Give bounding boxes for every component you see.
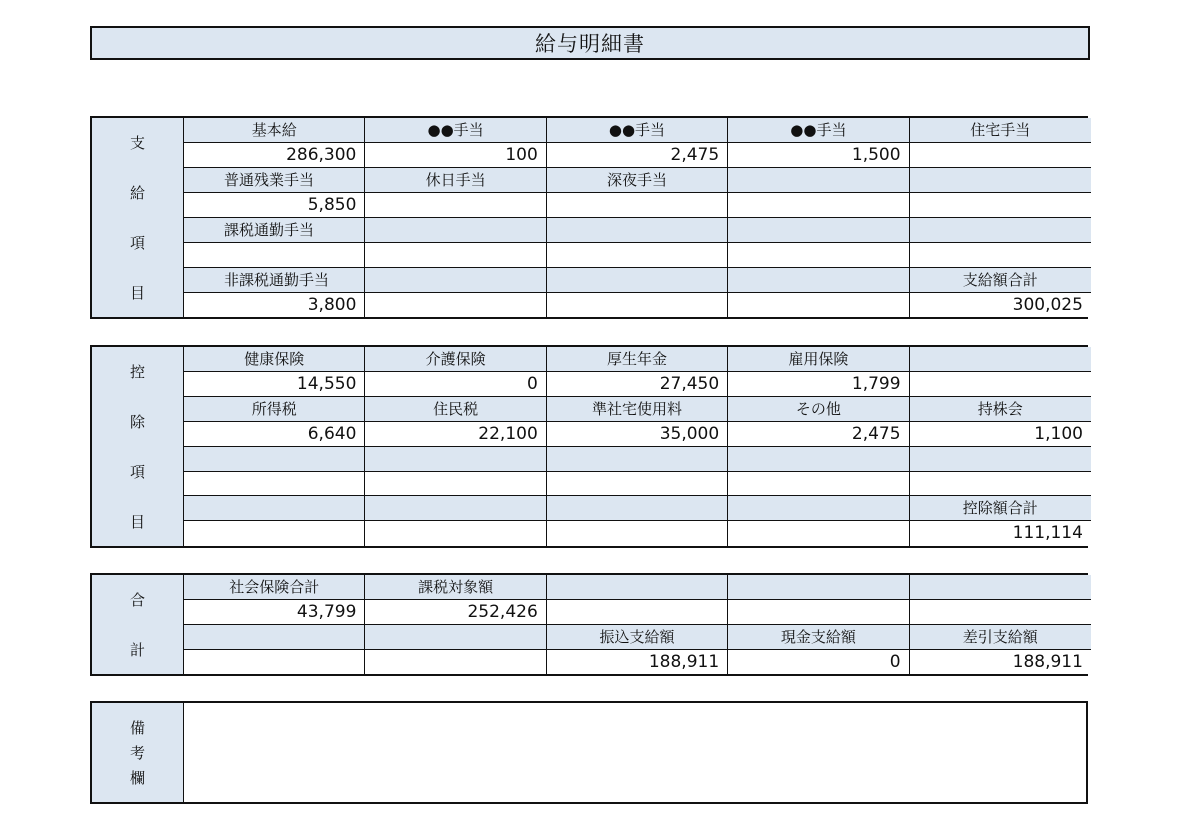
deduction-label-char: 目	[129, 512, 145, 531]
amount-cell[interactable]	[547, 521, 728, 546]
amount-cell[interactable]: 35,000	[547, 422, 728, 446]
item-label-cell: 持株会	[977, 400, 1023, 418]
amount-cell[interactable]	[547, 193, 728, 217]
payment-section	[90, 116, 1088, 319]
amount-cell[interactable]: 252,426	[365, 600, 546, 624]
amount-cell[interactable]: 1,500	[728, 143, 909, 167]
remarks-section	[90, 701, 1088, 804]
payment-header-row	[184, 168, 1091, 193]
amount-cell[interactable]: 27,450	[547, 372, 728, 396]
amount-cell[interactable]: 43,799	[184, 600, 365, 624]
amount-cell[interactable]	[365, 650, 546, 674]
amount-cell[interactable]	[728, 243, 909, 267]
amount-cell[interactable]	[910, 143, 1091, 167]
remarks-section-label	[92, 703, 184, 802]
item-label-cell	[728, 496, 909, 520]
totals-grid	[184, 575, 1091, 674]
item-label-cell: 支給額合計	[962, 270, 1038, 289]
amount-cell[interactable]: 100	[365, 143, 546, 167]
amount-cell[interactable]	[910, 372, 1091, 396]
payment-grid	[184, 118, 1091, 317]
amount-cell[interactable]: 1,100	[1034, 424, 1083, 444]
item-label-cell: 休日手当	[365, 168, 546, 192]
item-label-cell: ●●手当	[728, 118, 909, 142]
deduction-header-row	[184, 397, 1091, 422]
item-label-cell: 介護保険	[365, 347, 546, 371]
amount-cell[interactable]: 14,550	[184, 372, 365, 396]
item-label-cell	[365, 496, 546, 520]
deduction-header-row	[184, 447, 1091, 472]
amount-cell[interactable]	[365, 521, 546, 546]
amount-cell[interactable]	[910, 600, 1091, 624]
payment-header-row	[184, 118, 1091, 143]
item-label-cell	[728, 575, 909, 599]
totals-header-row	[184, 625, 1091, 650]
deduction-value-row	[184, 472, 1091, 497]
amount-cell[interactable]: 188,911	[547, 650, 728, 674]
deduction-header-row	[184, 496, 1091, 521]
item-label-cell: 基本給	[184, 118, 365, 142]
item-label-cell: 振込支給額	[547, 625, 728, 649]
item-label-cell: 課税対象額	[365, 575, 546, 599]
payment-header-row	[184, 268, 1091, 293]
deduction-value-row	[184, 521, 1091, 546]
amount-cell[interactable]	[728, 472, 909, 496]
item-label-cell: 深夜手当	[547, 168, 728, 192]
remarks-label-char: 考	[129, 744, 145, 762]
item-label-cell	[910, 218, 1091, 242]
item-label-cell	[365, 268, 546, 292]
item-label-cell: 社会保険合計	[184, 575, 365, 599]
deduction-section-label	[92, 347, 184, 546]
deduction-grid	[184, 347, 1091, 546]
amount-cell[interactable]: 286,300	[184, 143, 365, 167]
payment-section-label	[92, 118, 184, 317]
totals-label-char: 計	[129, 640, 145, 659]
document-title: 給与明細書	[90, 26, 1090, 60]
amount-cell[interactable]: 1,799	[728, 372, 909, 396]
item-label-cell	[547, 218, 728, 242]
item-label-cell: 雇用保険	[728, 347, 909, 371]
amount-cell[interactable]: 2,475	[728, 422, 909, 446]
totals-section	[90, 573, 1088, 676]
deduction-label-char: 控	[129, 363, 145, 382]
item-label-cell	[184, 625, 365, 649]
deduction-label-char: 除	[129, 413, 145, 432]
item-label-cell: 準社宅使用料	[547, 397, 728, 421]
amount-cell[interactable]: 300,025	[1012, 294, 1083, 315]
payment-label-char: 目	[129, 283, 145, 302]
item-label-cell: 健康保険	[184, 347, 365, 371]
totals-value-row	[184, 650, 1091, 674]
item-label-cell: 課税通勤手当	[184, 218, 365, 242]
remarks-label-char: 備	[129, 719, 145, 737]
payment-value-row	[184, 293, 1091, 317]
totals-label-char: 合	[129, 591, 145, 610]
amount-cell[interactable]	[184, 472, 365, 496]
amount-cell[interactable]	[547, 293, 728, 317]
item-label-cell: 普通残業手当	[184, 168, 365, 192]
amount-cell[interactable]: 0	[365, 372, 546, 396]
item-label-cell	[910, 575, 1091, 599]
item-label-cell	[365, 218, 546, 242]
payment-value-row	[184, 143, 1091, 168]
item-label-cell	[910, 447, 1091, 471]
item-label-cell: 現金支給額	[728, 625, 909, 649]
amount-cell[interactable]: 3,800	[184, 293, 365, 317]
item-label-cell	[365, 447, 546, 471]
deduction-section	[90, 345, 1088, 548]
item-label-cell: その他	[728, 397, 909, 421]
deduction-value-row	[184, 422, 1091, 447]
item-label-cell	[365, 625, 546, 649]
item-label-cell	[184, 496, 365, 520]
item-label-cell: 差引支給額	[962, 628, 1038, 646]
amount-cell[interactable]: 2,475	[547, 143, 728, 167]
totals-section-label	[92, 575, 184, 674]
item-label-cell: ●●手当	[547, 118, 728, 142]
amount-cell[interactable]	[728, 293, 909, 317]
item-label-cell: 住民税	[365, 397, 546, 421]
amount-cell[interactable]	[728, 193, 909, 217]
item-label-cell	[547, 575, 728, 599]
amount-cell[interactable]: 5,850	[184, 193, 365, 217]
item-label-cell: 控除額合計	[962, 499, 1038, 518]
item-label-cell	[728, 447, 909, 471]
amount-cell[interactable]: 188,911	[1012, 652, 1083, 672]
amount-cell[interactable]	[910, 472, 1091, 496]
payment-label-char: 項	[129, 233, 145, 252]
amount-cell[interactable]: 22,100	[365, 422, 546, 446]
payment-label-char: 支	[129, 134, 145, 153]
amount-cell[interactable]	[184, 650, 365, 674]
payment-header-row	[184, 218, 1091, 243]
amount-cell[interactable]	[547, 472, 728, 496]
deduction-header-row	[184, 347, 1091, 372]
amount-cell[interactable]	[365, 472, 546, 496]
item-label-cell	[910, 168, 1091, 192]
amount-cell[interactable]	[547, 243, 728, 267]
payment-label-char: 給	[129, 184, 145, 203]
deduction-label-char: 項	[129, 462, 145, 481]
amount-cell[interactable]	[910, 243, 1091, 267]
item-label-cell	[910, 347, 1091, 371]
item-label-cell	[547, 268, 728, 292]
totals-header-row	[184, 575, 1091, 600]
amount-cell[interactable]	[728, 600, 909, 624]
amount-cell[interactable]	[365, 243, 546, 267]
item-label-cell: 所得税	[184, 397, 365, 421]
item-label-cell: 住宅手当	[970, 121, 1031, 139]
amount-cell[interactable]	[184, 521, 365, 546]
item-label-cell	[547, 447, 728, 471]
payment-value-row	[184, 193, 1091, 218]
amount-cell[interactable]	[184, 243, 365, 267]
amount-cell[interactable]: 0	[728, 650, 909, 674]
amount-cell[interactable]: 111,114	[1012, 523, 1083, 544]
amount-cell[interactable]	[365, 193, 546, 217]
amount-cell[interactable]	[728, 521, 909, 546]
item-label-cell: 非課税通勤手当	[184, 268, 365, 292]
item-label-cell: 厚生年金	[547, 347, 728, 371]
item-label-cell	[728, 268, 909, 292]
payment-value-row	[184, 243, 1091, 268]
item-label-cell	[547, 496, 728, 520]
remarks-field[interactable]	[184, 703, 1086, 802]
amount-cell[interactable]	[910, 193, 1091, 217]
remarks-label-char: 欄	[129, 769, 145, 787]
totals-value-row	[184, 600, 1091, 625]
item-label-cell: ●●手当	[365, 118, 546, 142]
amount-cell[interactable]: 6,640	[184, 422, 365, 446]
deduction-value-row	[184, 372, 1091, 397]
item-label-cell	[728, 168, 909, 192]
amount-cell[interactable]	[365, 293, 546, 317]
amount-cell[interactable]	[547, 600, 728, 624]
item-label-cell	[728, 218, 909, 242]
item-label-cell	[184, 447, 365, 471]
